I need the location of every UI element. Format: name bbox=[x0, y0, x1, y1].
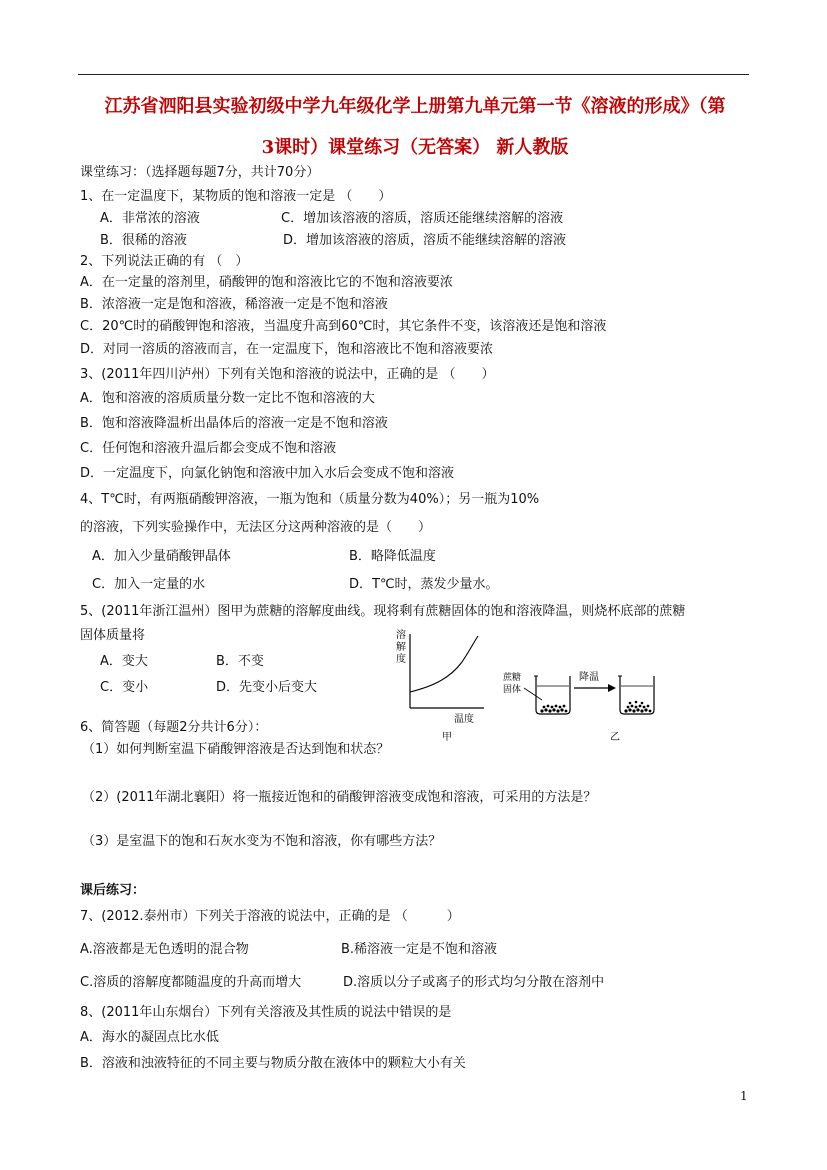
q1-option-c: C．增加该溶液的溶质，溶质还能继续溶解的溶液 bbox=[281, 211, 564, 226]
solid-label-2: 固体 bbox=[503, 685, 522, 695]
section-heading-classwork: 课堂练习：（选择题每题7分，共计70分） bbox=[80, 165, 320, 180]
q7-stem: 7、(2012.泰州市）下列关于溶液的说法中，正确的是 （ ） bbox=[80, 909, 460, 924]
q5-stem-line-1: 5、(2011年浙江温州）图甲为蔗糖的溶解度曲线。现将剩有蔗糖固体的饱和溶液降温，则烧杯底部的蔗糖 bbox=[80, 604, 686, 619]
q5-option-b: B．不变 bbox=[216, 654, 264, 669]
q4-option-a: A．加入少量硝酸钾晶体 bbox=[92, 549, 231, 564]
q5-option-c: C．变小 bbox=[100, 680, 149, 695]
q4-stem-line-2: 的溶液，下列实验操作中，无法区分这两种溶液的是（ ） bbox=[80, 520, 432, 535]
y-axis-label-1: 溶 bbox=[396, 630, 406, 641]
q3-option-a: A．饱和溶液的溶质质量分数一定比不饱和溶液的大 bbox=[80, 391, 375, 406]
q6-part-2: （2）(2011年湖北襄阳）将一瓶接近饱和的硝酸钾溶液变成饱和溶液，可采用的方法是？ bbox=[82, 790, 597, 805]
q7-option-b: B.稀溶液一定是不饱和溶液 bbox=[341, 942, 498, 957]
section-heading-homework: 课后练习： bbox=[80, 883, 146, 898]
q8-stem: 8、(2011年山东烟台）下列有关溶液及其性质的说法中错误的是 bbox=[80, 1005, 452, 1020]
q1-option-d: D．增加该溶液的溶质，溶质不能继续溶解的溶液 bbox=[283, 233, 567, 248]
q1-stem: 1、在一定温度下，某物质的饱和溶液一定是 （ ） bbox=[80, 189, 392, 204]
caption-left: 甲 bbox=[442, 732, 452, 743]
q4-option-b: B．略降低温度 bbox=[349, 549, 436, 564]
q2-option-a: A．在一定量的溶剂里，硝酸钾的饱和溶液比它的不饱和溶液要浓 bbox=[80, 275, 453, 290]
q7-option-c: C.溶质的溶解度都随温度的升高而增大 bbox=[80, 975, 302, 990]
q5-stem-line-2: 固体质量将 bbox=[80, 628, 146, 643]
caption-right: 乙 bbox=[610, 732, 620, 743]
q7-option-d: D.溶质以分子或离子的形式均匀分散在溶剂中 bbox=[343, 975, 605, 990]
q6-part-3: （3）是室温下的饱和石灰水变为不饱和溶液，你有哪些方法？ bbox=[82, 834, 442, 849]
q5-option-d: D．先变小后变大 bbox=[216, 680, 318, 695]
q5-figure bbox=[386, 626, 686, 744]
title-line-1: 江苏省泗阳县实验初级中学九年级化学上册第九单元第一节《溶液的形成》（第 bbox=[104, 96, 726, 117]
arrow-label: 降温 bbox=[579, 672, 599, 683]
q6-part-1: （1）如何判断室温下硝酸钾溶液是否达到饱和状态？ bbox=[82, 742, 390, 757]
q2-stem: 2、下列说法正确的有 （ ） bbox=[80, 254, 249, 269]
q3-stem: 3、(2011年四川泸州）下列有关饱和溶液的说法中，正确的是 （ ） bbox=[80, 367, 495, 382]
q1-option-a: A．非常浓的溶液 bbox=[100, 211, 200, 226]
header-rule bbox=[78, 74, 749, 75]
q2-option-d: D．对同一溶质的溶液而言，在一定温度下，饱和溶液比不饱和溶液要浓 bbox=[80, 342, 494, 357]
q8-option-a: A．海水的凝固点比水低 bbox=[80, 1030, 219, 1045]
x-axis-label: 温度 bbox=[454, 714, 474, 725]
title-line-2: 3课时）课堂练习（无答案） 新人教版 bbox=[261, 137, 569, 158]
q2-option-c: C．20℃时的硝酸钾饱和溶液，当温度升高到60℃时，其它条件不变，该溶液还是饱和溶液 bbox=[80, 319, 607, 334]
q3-option-d: D．一定温度下，向氯化钠饱和溶液中加入水后会变成不饱和溶液 bbox=[80, 466, 455, 481]
q3-option-b: B．饱和溶液降温析出晶体后的溶液一定是不饱和溶液 bbox=[80, 416, 388, 431]
q2-option-b: B．浓溶液一定是饱和溶液，稀溶液一定是不饱和溶液 bbox=[80, 297, 388, 312]
q5-option-a: A．变大 bbox=[100, 654, 148, 669]
q8-option-b: B．溶液和浊液特征的不同主要与物质分散在液体中的颗粒大小有关 bbox=[80, 1056, 466, 1071]
q4-option-c: C．加入一定量的水 bbox=[92, 577, 206, 592]
q3-option-c: C．任何饱和溶液升温后都会变成不饱和溶液 bbox=[80, 441, 337, 456]
q4-option-d: D．T℃时，蒸发少量水。 bbox=[349, 577, 499, 592]
q1-option-b: B．很稀的溶液 bbox=[100, 233, 187, 248]
page-number: 1 bbox=[740, 1089, 748, 1103]
q6-stem: 6、简答题（每题2分共计6分）： bbox=[80, 720, 268, 735]
solid-label-1: 蔗糖 bbox=[503, 673, 522, 683]
q4-stem-line-1: 4、T℃时，有两瓶硝酸钾溶液，一瓶为饱和（质量分数为40%）；另一瓶为10% bbox=[80, 492, 540, 507]
q7-option-a: A.溶液都是无色透明的混合物 bbox=[80, 942, 249, 957]
y-axis-label-3: 度 bbox=[396, 654, 406, 665]
y-axis-label-2: 解 bbox=[396, 642, 406, 653]
